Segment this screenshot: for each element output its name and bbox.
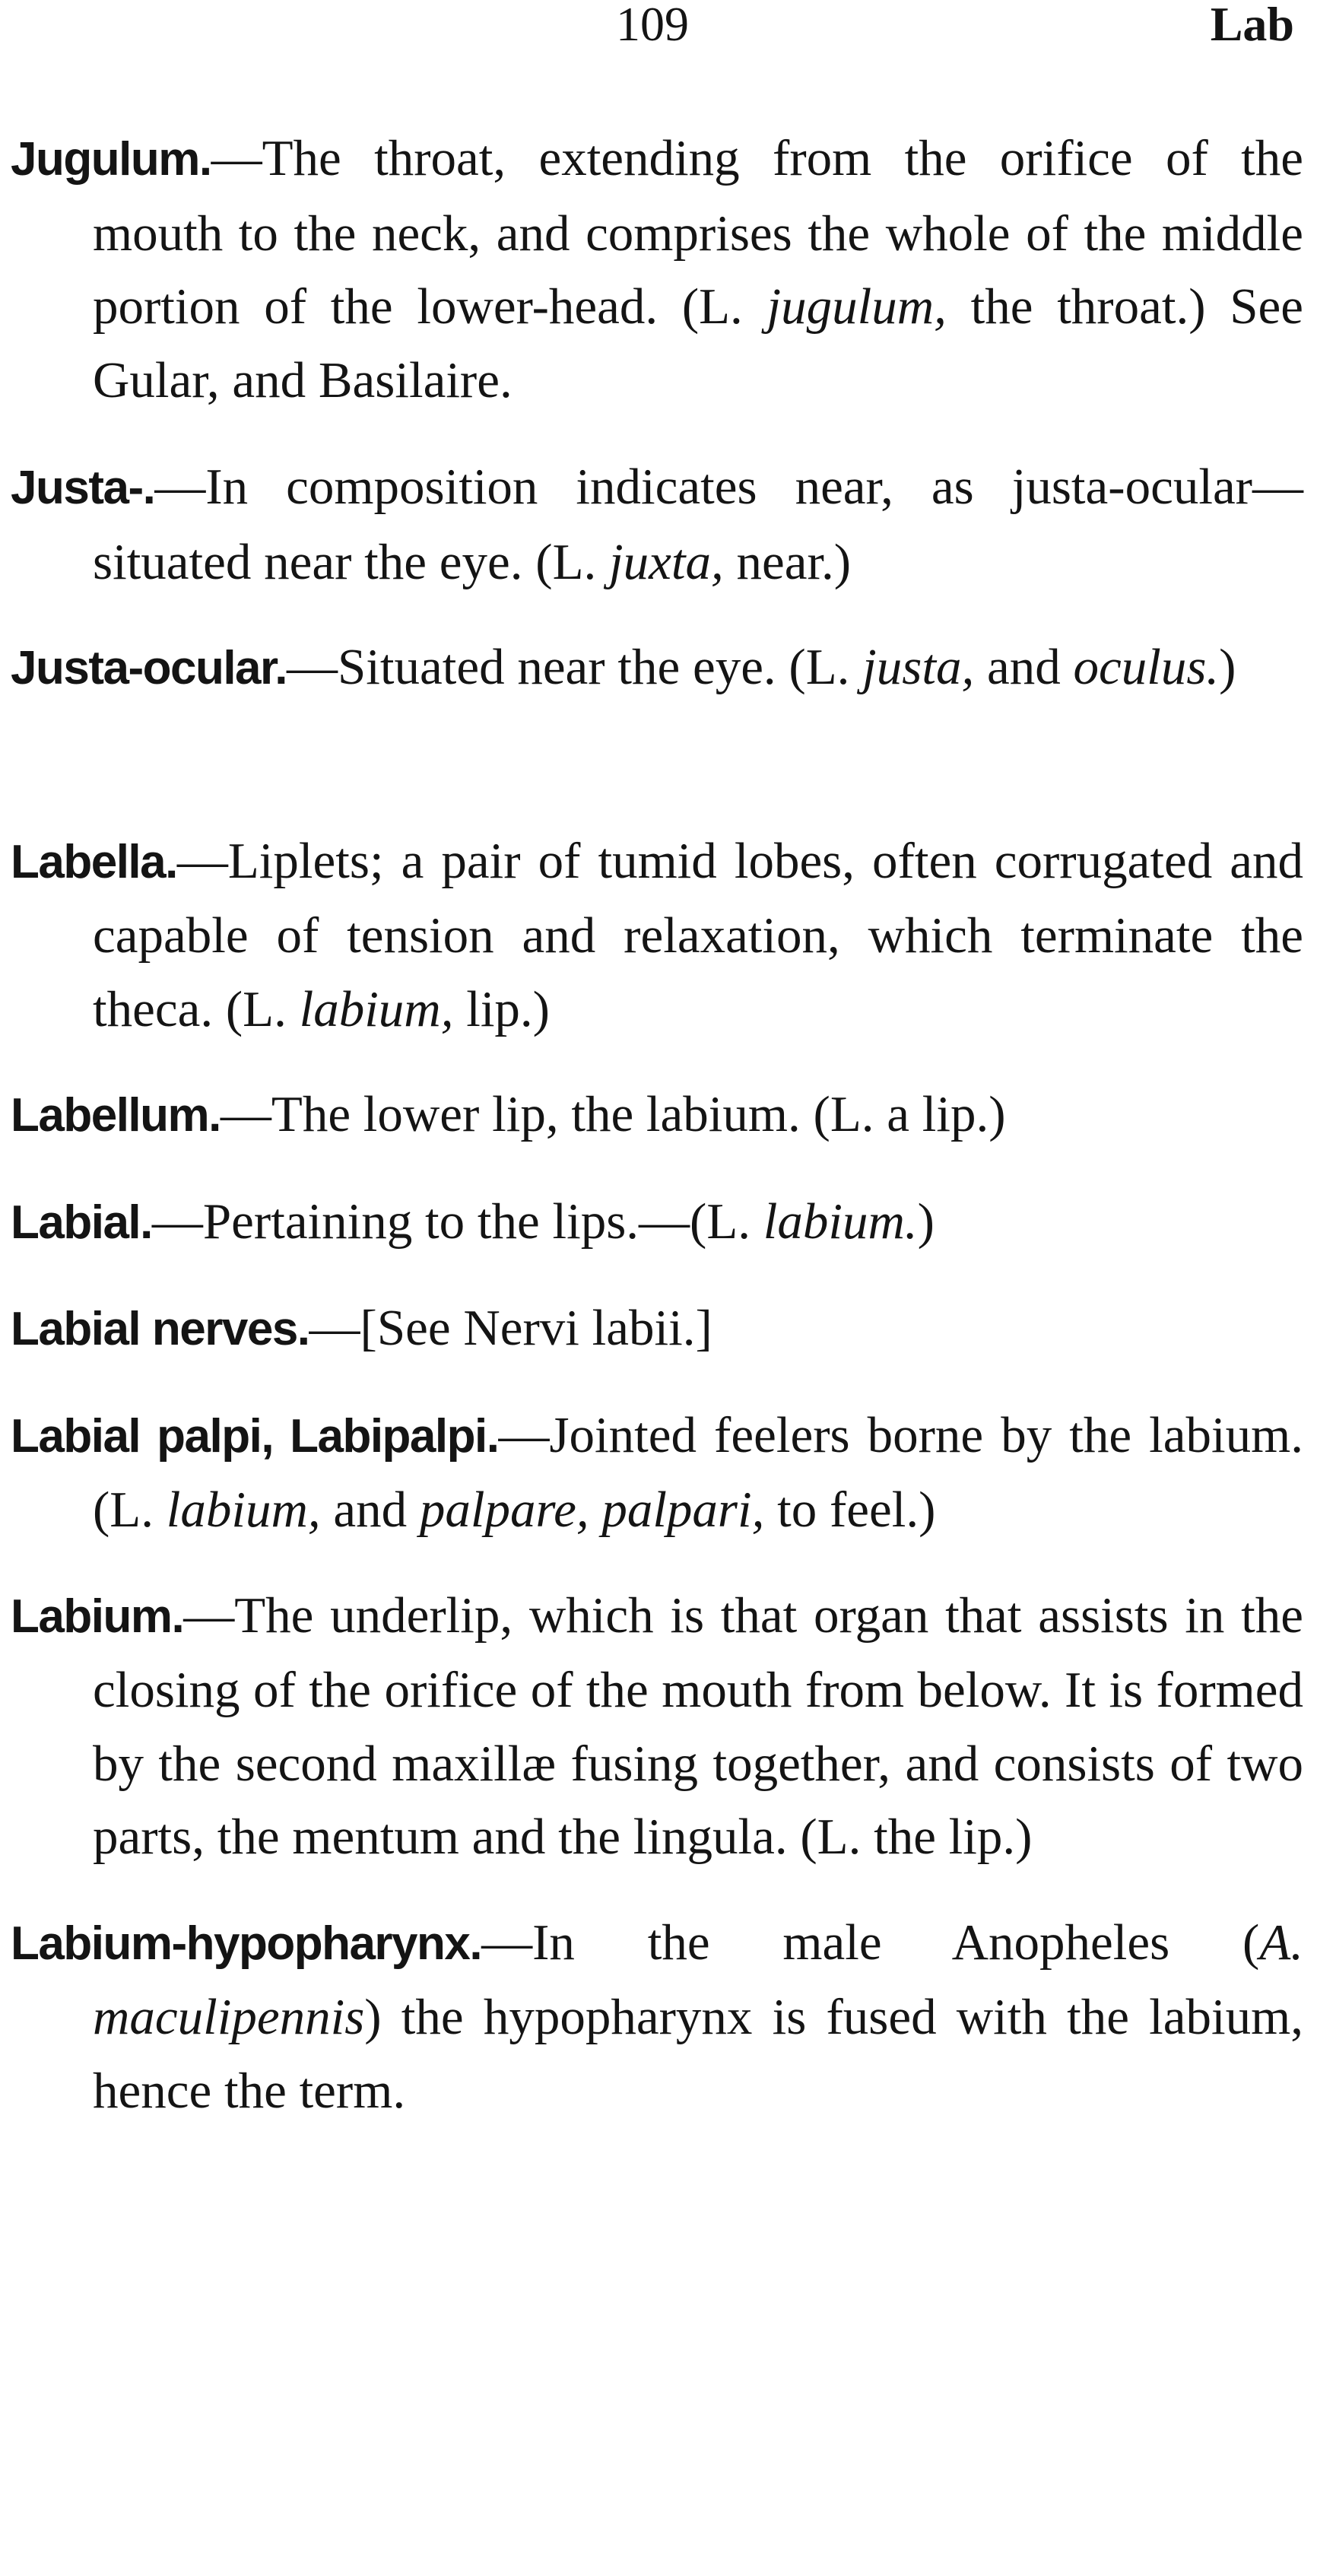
definition-text: —Pertaining to the lips.—(L.	[151, 1193, 763, 1250]
definition-text: —Liplets; a pair of tumid lobes, often corrugated and capable of tension and relaxation, which terminate the theca. (L.	[93, 832, 1303, 1037]
definition-text: and	[320, 1482, 420, 1538]
definition-text: and	[974, 639, 1074, 695]
definition-text: —The underlip, which is that organ that assists in the closing of the orifice of the mouth from below. It is formed by the second maxillæ fusing together, and consists of two parts, the mentum and the lingula. (L. the lip.)	[93, 1587, 1303, 1865]
definition-text: near.)	[723, 533, 852, 590]
headword: Labium-hypopharynx.	[11, 1917, 482, 1970]
definition-text: the throat.) See Gular, and Basilaire.	[93, 278, 1303, 408]
definition-text: —In composition indicates near, as justa-ocular—situated near the eye. (L.	[93, 459, 1303, 590]
italic-term: A. maculipennis	[93, 1914, 1303, 2045]
headword: Jugulum.	[11, 133, 211, 186]
running-head: Lab	[1210, 0, 1294, 51]
headword: Labium.	[11, 1590, 184, 1643]
italic-term: labium.	[763, 1193, 918, 1250]
headword: Labellum.	[11, 1089, 221, 1142]
definition-text: to feel.)	[764, 1482, 936, 1538]
entry-jugulum	[11, 122, 1303, 417]
headword: Justa-ocular.	[11, 642, 287, 694]
definition-text: —The throat, extending from the orifice of the mouth to the neck, and comprises the whole of the middle portion of the lower-head. (L.	[93, 130, 1303, 335]
entry-justa-ocular	[11, 631, 1303, 706]
headword: Justa-.	[11, 462, 155, 514]
definition-text: —Situated near the eye. (L.	[286, 639, 863, 695]
entry-labium	[11, 1579, 1303, 1874]
headword: Labial.	[11, 1196, 152, 1249]
italic-term: oculus.	[1073, 639, 1220, 695]
headword: Labella.	[11, 835, 177, 888]
entry-labella	[11, 824, 1303, 1047]
definition-text: )	[1219, 639, 1236, 695]
definition-text: —The lower lip, the labium. (L. a lip.)	[220, 1086, 1006, 1142]
definition-text: ) the hypopharynx is fused with the labium, hence the term.	[93, 1989, 1303, 2119]
italic-term: palpare, palpari,	[419, 1482, 765, 1538]
page-number: 109	[616, 0, 689, 51]
entry-labium-hypopharynx	[11, 1906, 1303, 2128]
entry-labial-nerves	[11, 1291, 1303, 1367]
definition-text: )	[917, 1193, 935, 1250]
italic-term: justa,	[862, 639, 975, 695]
italic-term: juxta,	[609, 533, 724, 590]
headword: Labial nerves.	[11, 1303, 309, 1355]
entry-list	[11, 122, 1303, 2127]
entry-justa	[11, 450, 1303, 599]
definition-text: —In the male Anopheles (	[481, 1914, 1260, 1971]
italic-term: labium,	[166, 1482, 321, 1538]
headword: Labial palpi, Labipalpi.	[11, 1409, 499, 1463]
entry-labellum	[11, 1078, 1303, 1153]
page-header	[0, 0, 1317, 61]
italic-term: labium,	[299, 980, 454, 1037]
definition-text: —Jointed feelers borne by the labium. (L.	[93, 1406, 1303, 1538]
italic-term: jugulum,	[766, 278, 947, 335]
definition-text: lip.)	[453, 980, 550, 1037]
definition-text: —[See Nervi labii.]	[309, 1300, 712, 1356]
entry-labial	[11, 1185, 1303, 1260]
entry-labial-palpi	[11, 1399, 1303, 1547]
